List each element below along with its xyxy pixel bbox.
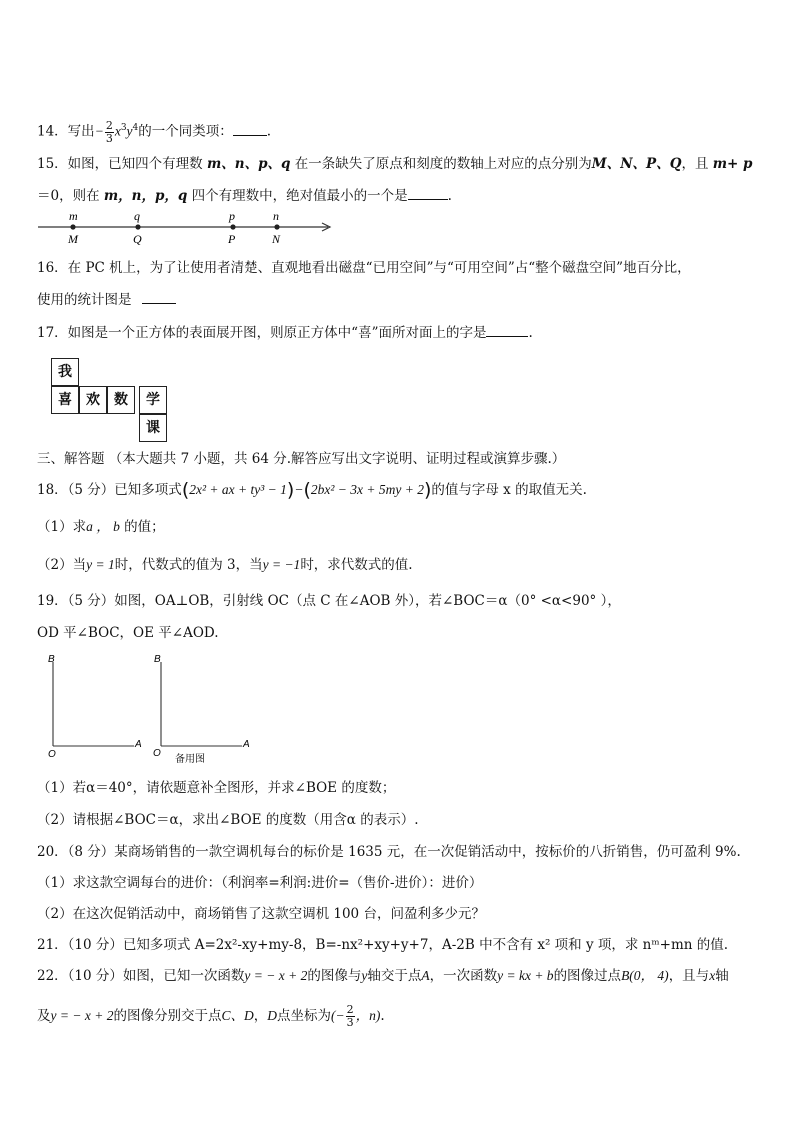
q18-sub1-vars: a ， b <box>86 519 120 534</box>
q22-text: 轴 <box>715 968 729 984</box>
cube-face-shu: 数 <box>107 386 135 414</box>
q17-line <box>37 323 533 343</box>
q19-sub1-text: （1）若α＝40°，请依题意补全图形，并求∠BOE 的度数； <box>37 780 396 796</box>
q18-sub1-text: （1）求 <box>37 519 87 535</box>
cube-face-xue: 学 <box>139 386 167 414</box>
q22-text: ，一次函数 <box>429 968 498 984</box>
q19-text: 19．（5 分）如图，OA⊥OB，引射线 OC（点 C 在∠AOB 外），若∠BOC＝α（0° <α<90° ）， <box>37 593 621 609</box>
q16-line1 <box>37 258 691 278</box>
q18-poly2: 2bx² − 3x + 5my + 2 <box>310 482 424 497</box>
q15-text: ，且 <box>681 156 713 172</box>
q20-sub2-text: （2）在这次促销活动中，商场销售了这款空调机 100 台，问盈利多少元？ <box>37 906 485 922</box>
q16-line2 <box>37 290 176 310</box>
q22-point-d: D <box>267 1008 277 1023</box>
label-N: N <box>272 232 281 246</box>
q22-text: ， <box>253 1008 268 1024</box>
section-3-text: 三、解答题 （本大题共 7 小题，共 64 分.解答应写出文字说明、证明过程或演算步骤.） <box>37 451 566 467</box>
q17-end: . <box>528 325 533 341</box>
q18-suffix: 的值与字母 x 的取值无关. <box>431 482 587 498</box>
q20-sub1 <box>37 873 482 893</box>
q22-frac-den: 3 <box>346 1016 354 1029</box>
point-q <box>135 224 140 229</box>
point-p <box>230 224 235 229</box>
q22-text: 轴交于点 <box>367 968 422 984</box>
fig1-label-a: A <box>135 739 142 750</box>
q22-text: 的图像分别交于点 <box>113 1008 222 1024</box>
label-M: M <box>68 232 78 246</box>
q22-var-x: x <box>709 968 716 983</box>
q22-text: 的图像与 <box>307 968 362 984</box>
q21-text: 21．（10 分）已知多项式 A=2x²-xy+my-8，B=-nx²+xy+y+7，A-2B 中不含有 x² 项和 y 项，求 nᵐ+mn 的值. <box>37 937 729 953</box>
cube-face-ke: 课 <box>139 414 167 442</box>
q20-sub2 <box>37 904 485 924</box>
q22-text: 的图像过点 <box>553 968 622 984</box>
q18-prefix: 18．（5 分）已知多项式 <box>37 482 182 498</box>
q17-text: 17．如图是一个正方体的表面展开图，则原正方体中“喜”面所对面上的字是 <box>37 325 487 341</box>
q18-sub2 <box>37 555 413 575</box>
q15-end: . <box>447 188 452 204</box>
q14-end: . <box>266 123 272 140</box>
paren-open: ( <box>303 479 311 501</box>
q14-fraction <box>105 120 114 145</box>
q22-end: . <box>380 1008 385 1024</box>
fig1-label-o: O <box>48 749 56 760</box>
label-m: m <box>69 209 78 223</box>
q18-cond1: y = 1 <box>86 557 115 572</box>
q18-sub2-text: 时，求代数式的值. <box>300 557 413 573</box>
fig2-label-b: B <box>154 654 161 665</box>
q15-text: 四个有理数中，绝对值最小的一个是 <box>187 188 408 204</box>
section-3-heading <box>37 449 565 469</box>
q15-line2 <box>37 186 452 206</box>
fig2-label-a: A <box>243 739 250 750</box>
q18-sub2-text: （2）当 <box>37 557 87 573</box>
point-m <box>70 224 75 229</box>
q16-text: 16．在 PC 机上，为了让使用者清楚、直观地看出磁盘“已用空间”与“可用空间”占“整个磁盘空间”地百分比， <box>37 260 691 276</box>
q16-answer-blank[interactable] <box>142 291 176 304</box>
q15-vars: m，n，p，q <box>103 188 188 204</box>
q19-sub2-text: （2）请根据∠BOC＝α，求出∠BOE 的度数（用含α 的表示）. <box>37 812 419 828</box>
q22-var-y: y <box>361 968 368 983</box>
q19-sub1 <box>37 778 395 798</box>
cube-face-wo: 我 <box>51 358 79 386</box>
q14-exp-x: 3 <box>120 123 127 133</box>
fig2-caption: 备用图 <box>175 754 205 765</box>
q20-sub1-text: （1）求这款空调每台的进价：（利润率=利润:进价=（售价-进价）：进价） <box>37 875 483 891</box>
q14-frac-num: 2 <box>105 118 113 132</box>
fig2-label-o: O <box>153 748 161 759</box>
q15-line1 <box>37 154 753 174</box>
q20-line1 <box>37 842 741 862</box>
q22-fraction <box>346 1004 355 1029</box>
q18-sub1-text: 的值； <box>119 519 165 535</box>
paren-close: ) <box>286 479 295 501</box>
q22-text: 22．（10 分）如图，已知一次函数 <box>37 968 245 984</box>
q14-neg: − <box>94 123 104 139</box>
label-Q: Q <box>133 232 142 246</box>
paren-open: ( <box>181 479 190 501</box>
q14-frac-den: 3 <box>105 131 113 145</box>
q14-suffix: 的一个同类项： <box>138 123 233 140</box>
q15-answer-blank[interactable] <box>408 187 448 200</box>
q15-vars: m、n、p、q <box>206 156 291 172</box>
q22-func1: y = − x + 2 <box>244 968 308 983</box>
q22-line1 <box>37 966 729 986</box>
q22-point-b: B(0， 4) <box>621 968 669 983</box>
q22-func2: y = kx + b <box>497 968 554 983</box>
q15-expr: m+ p <box>712 156 753 172</box>
q22-text: 及 <box>37 1008 51 1024</box>
q14-answer-blank[interactable] <box>233 123 267 136</box>
label-n: n <box>273 209 279 223</box>
q22-coord-open: (− <box>330 1008 345 1023</box>
q19-figures <box>44 650 254 768</box>
q14-prefix: 14．写出 <box>37 123 95 140</box>
label-P: P <box>228 232 236 246</box>
q15-points: M、N、P、Q <box>591 156 682 172</box>
q19-sub2 <box>37 810 418 830</box>
q14-var-y: y <box>126 123 133 139</box>
fig1-label-b: B <box>48 654 55 665</box>
q14-line <box>37 118 271 145</box>
q22-text: ，且与 <box>668 968 710 984</box>
q15-number-line <box>36 207 336 249</box>
q17-answer-blank[interactable] <box>486 324 528 337</box>
q15-text: 15．如图，已知四个有理数 <box>37 156 207 172</box>
q22-coord-rest: ，n) <box>355 1008 381 1023</box>
q22-line2 <box>37 1004 385 1029</box>
q18-poly1: 2x² + ax + ty³ − 1 <box>189 482 287 497</box>
q22-func1: y = − x + 2 <box>50 1008 114 1023</box>
q22-text: 点坐标为 <box>276 1008 331 1024</box>
label-p: p <box>229 209 235 223</box>
label-q: q <box>134 209 140 223</box>
q15-text: ＝0，则在 <box>37 188 104 204</box>
q22-points-cd: C、D <box>221 1008 254 1023</box>
q18-cond2: y = −1 <box>262 557 301 572</box>
q18-sub1 <box>37 517 165 537</box>
q21-line <box>37 935 728 955</box>
q22-frac-num: 2 <box>346 1003 354 1016</box>
q22-point-a: A <box>421 968 430 983</box>
paren-close: ) <box>423 479 432 501</box>
q18-sub2-text: 时，代数式的值为 3，当 <box>114 557 263 573</box>
q19-line1 <box>37 591 621 611</box>
q15-text: 在一条缺失了原点和刻度的数轴上对应的点分别为 <box>290 156 592 172</box>
q19-text: OD 平∠BOC，OE 平∠AOD. <box>37 625 219 641</box>
cube-face-huan: 欢 <box>79 386 107 414</box>
q18-minus: − <box>294 482 304 497</box>
point-n <box>274 224 279 229</box>
q16-text: 使用的统计图是 <box>37 292 132 308</box>
q19-line2 <box>37 623 219 643</box>
q14-exp-y: 4 <box>132 123 139 133</box>
cube-face-xi: 喜 <box>51 386 79 414</box>
q18-line <box>37 480 587 500</box>
q20-text: 20．（8 分）某商场销售的一款空调机每台的标价是 1635 元，在一次促销活动中，按标价的八折销售，仍可盈利 9%. <box>37 844 741 860</box>
q14-var-x: x <box>114 123 121 139</box>
